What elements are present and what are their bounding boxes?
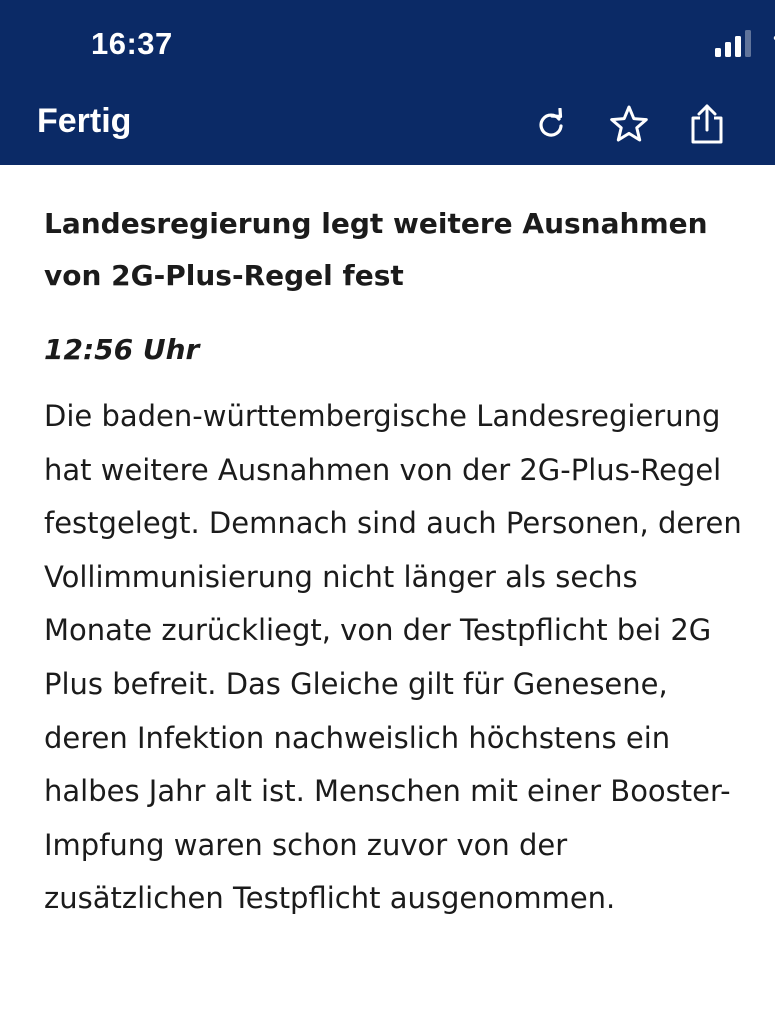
- article-body: Die baden-württembergische Landesregierung hat weitere Ausnahmen von der 2G-Plus-Regel festgelegt. Demnach sind auch Personen, deren Vollimmunisierung nicht länger als sechs Monate zurückliegt, von der Testpflicht bei 2G Plus befreit. Das Gleiche gilt für Genesene, deren Infektion nachweislich höchstens ein halbes Jahr alt ist. Menschen mit einer Booster-Impfung waren schon zuvor von der zusätzlichen Testpflicht ausgenommen.: [44, 399, 742, 916]
- done-button[interactable]: Fertig: [37, 102, 132, 140]
- share-button[interactable]: [686, 103, 728, 145]
- article: [44, 198, 744, 926]
- bookmark-star-button[interactable]: [608, 103, 650, 145]
- article-timestamp: 12:56 Uhr: [44, 333, 200, 366]
- article-headline: Landesregierung legt weitere Ausnahmen von 2G-Plus-Regel fest: [44, 207, 708, 292]
- reload-icon: [535, 108, 567, 140]
- cellular-signal-icon: [715, 28, 757, 58]
- reload-button[interactable]: [530, 103, 572, 145]
- share-icon: [689, 103, 725, 145]
- status-time: 16:37: [91, 26, 173, 61]
- star-icon: [609, 104, 649, 144]
- app-header: [0, 0, 775, 165]
